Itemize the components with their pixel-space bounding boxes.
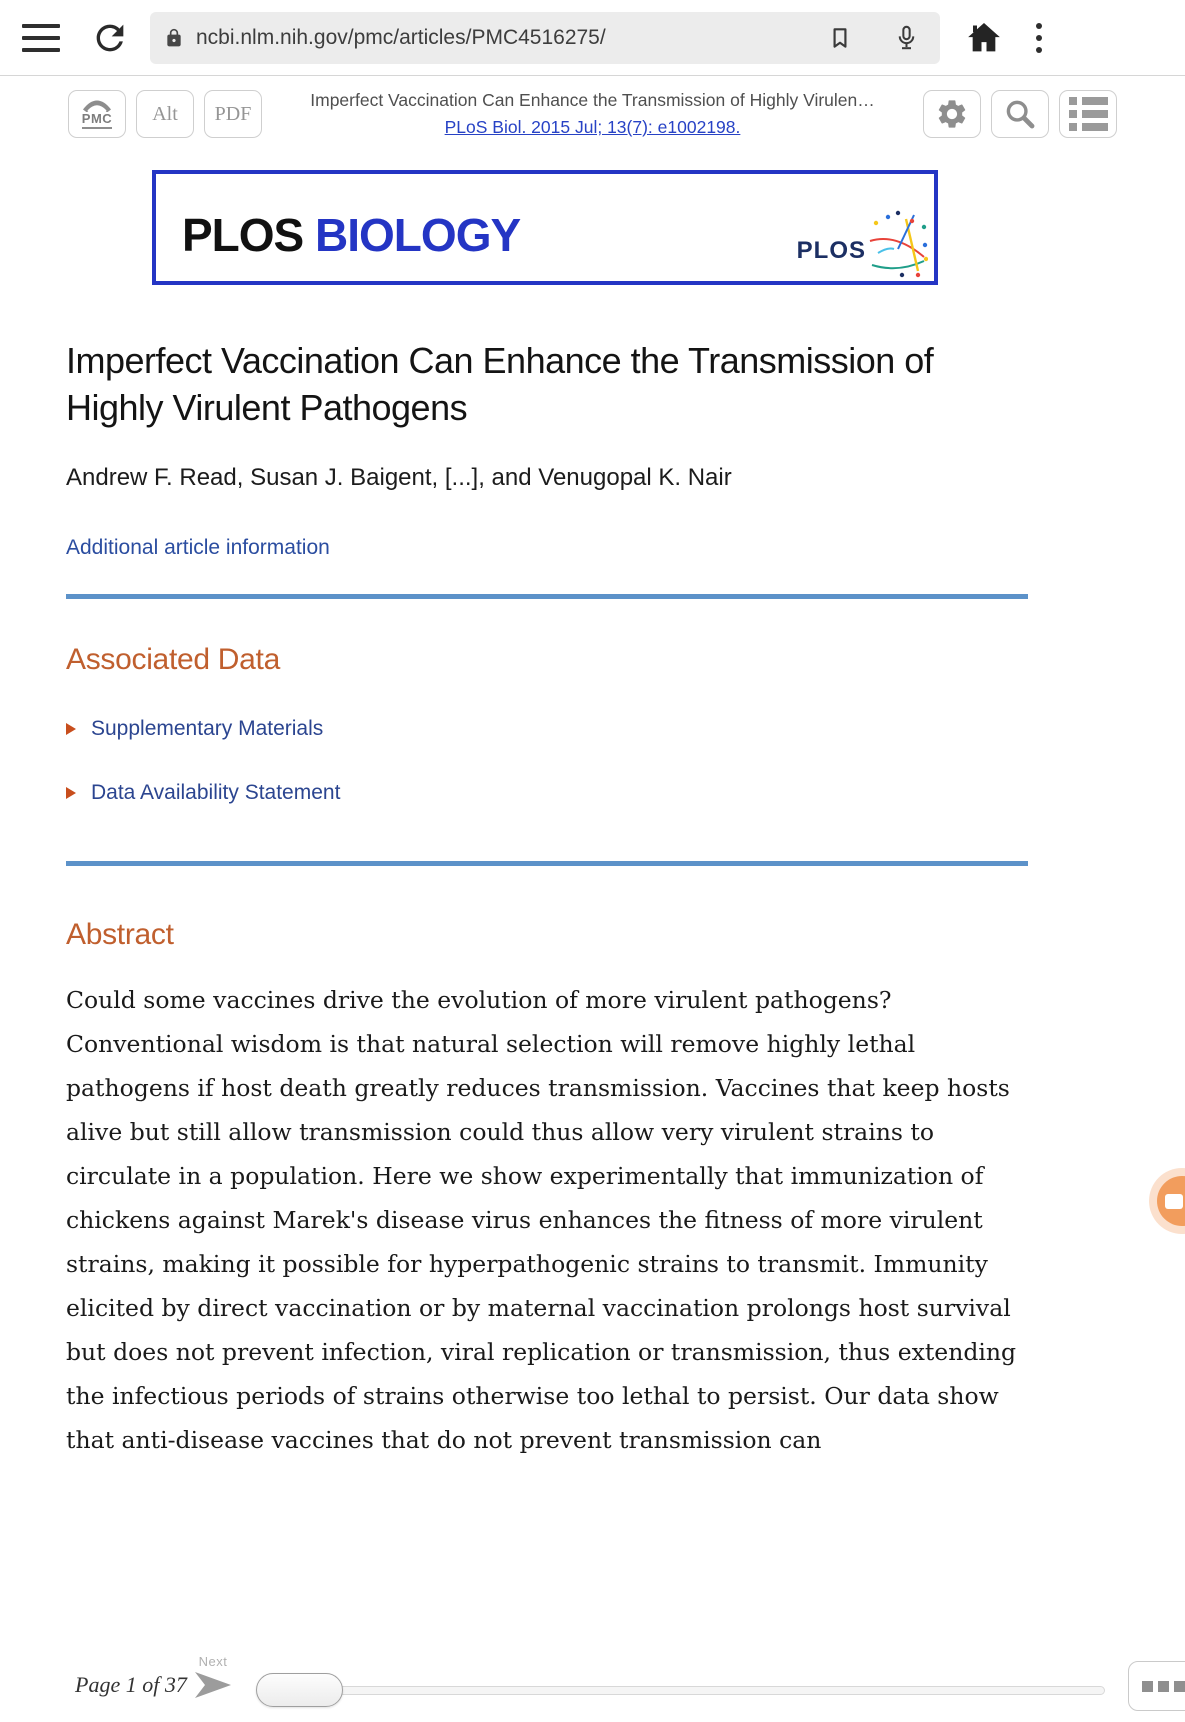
journal-wordmark: [182, 208, 520, 262]
toolbar-article-title: Imperfect Vaccination Can Enhance the Transmission of Highly Virulen…: [310, 90, 875, 110]
plos-burst-icon: [866, 205, 928, 279]
alt-view-button[interactable]: [136, 90, 194, 138]
bookmark-icon[interactable]: [820, 18, 860, 58]
data-availability-link[interactable]: [66, 781, 340, 805]
square-icon: [1158, 1681, 1169, 1692]
article-title: Imperfect Vaccination Can Enhance the Transmission of Highly Virulent Pathogens: [66, 340, 934, 428]
gear-icon: [935, 97, 969, 131]
overflow-menu-icon[interactable]: [1024, 16, 1054, 60]
page-slider-track[interactable]: [257, 1686, 1105, 1695]
section-divider: [66, 861, 1028, 866]
page-slider-thumb[interactable]: [256, 1673, 343, 1707]
contents-button[interactable]: [1059, 90, 1117, 138]
feedback-fab-circle: [1157, 1176, 1185, 1226]
data-availability-label: Data Availability Statement: [91, 780, 341, 804]
feedback-fab[interactable]: [1149, 1168, 1185, 1234]
pdf-button[interactable]: [204, 90, 262, 138]
pmc-button-label: PMC: [82, 112, 112, 128]
reload-icon[interactable]: [88, 16, 132, 60]
supplementary-materials-link[interactable]: [66, 717, 323, 741]
next-arrow-icon: [192, 1669, 234, 1701]
associated-data-heading: Associated Data: [66, 642, 280, 676]
article-content: [66, 338, 1028, 1462]
pmc-home-button[interactable]: [68, 90, 126, 138]
pdf-button-label: PDF: [214, 102, 252, 125]
abstract-paragraph: Could some vaccines drive the evolution of more virulent pathogens? Conventional wisdom is that natural selection will remove highly lethal pathogens if host death greatly reduces transmission. Vaccines that keep hosts alive but still allow transmission could thus allow very virulent strains to circulate in a population. Here we show experimentally that immunization of chickens against Marek's disease virus enhances the fitness of more virulent strains, making it possible for hyperpathogenic strains to transmit. Immunity elicited by direct vaccination or by maternal vaccination prolongs host survival but does not prevent infection, viral replication or transmission, thus extending the infectious periods of strains otherwise too lethal to persist. Our data show that anti-disease vaccines that do not prevent transmission can: [66, 985, 1017, 1454]
supplementary-materials-label: Supplementary Materials: [91, 716, 324, 740]
journal-banner[interactable]: [152, 170, 938, 285]
triangle-bullet-icon: [66, 723, 76, 735]
search-button[interactable]: [991, 90, 1049, 138]
url-bar[interactable]: [150, 12, 940, 64]
plos-logo: [797, 205, 928, 279]
lock-icon: [164, 28, 184, 48]
wordmark-biology: BIOLOGY: [315, 209, 521, 261]
abstract-heading: Abstract: [66, 917, 174, 951]
list-icon: [1069, 97, 1108, 131]
alt-button-label: Alt: [152, 102, 178, 125]
triangle-bullet-icon: [66, 787, 76, 799]
square-icon: [1142, 1681, 1153, 1692]
page-indicator: Page 1 of 37: [75, 1672, 187, 1697]
pmc-reader-toolbar: [0, 77, 1185, 151]
reload-icon-glyph: [90, 18, 130, 58]
square-icon: [1174, 1681, 1185, 1692]
url-text[interactable]: ncbi.nlm.nih.gov/pmc/articles/PMC4516275/: [196, 25, 606, 49]
settings-button[interactable]: [923, 90, 981, 138]
pager-bar: [0, 1650, 1185, 1722]
menu-icon[interactable]: [22, 24, 60, 52]
citation-link[interactable]: PLoS Biol. 2015 Jul; 13(7): e1002198.: [444, 117, 741, 137]
toolbar-article-info: [272, 90, 913, 138]
page-grid-button[interactable]: [1128, 1661, 1185, 1711]
next-button-label: Next: [198, 1654, 228, 1669]
additional-info-link[interactable]: Additional article information: [66, 535, 330, 559]
feedback-icon: [1165, 1194, 1183, 1209]
plos-logo-text: PLOS: [796, 237, 866, 264]
browser-top-bar: [0, 0, 1185, 76]
mic-icon[interactable]: [886, 18, 926, 58]
section-divider: [66, 594, 1028, 599]
wordmark-plos: PLOS: [182, 209, 316, 261]
next-page-button[interactable]: [188, 1654, 238, 1706]
home-icon[interactable]: [962, 16, 1006, 60]
search-icon: [1003, 97, 1037, 131]
article-authors: Andrew F. Read, Susan J. Baigent, [...], and Venugopal K. Nair: [66, 463, 732, 491]
toolbar-right-buttons: [913, 90, 1117, 138]
